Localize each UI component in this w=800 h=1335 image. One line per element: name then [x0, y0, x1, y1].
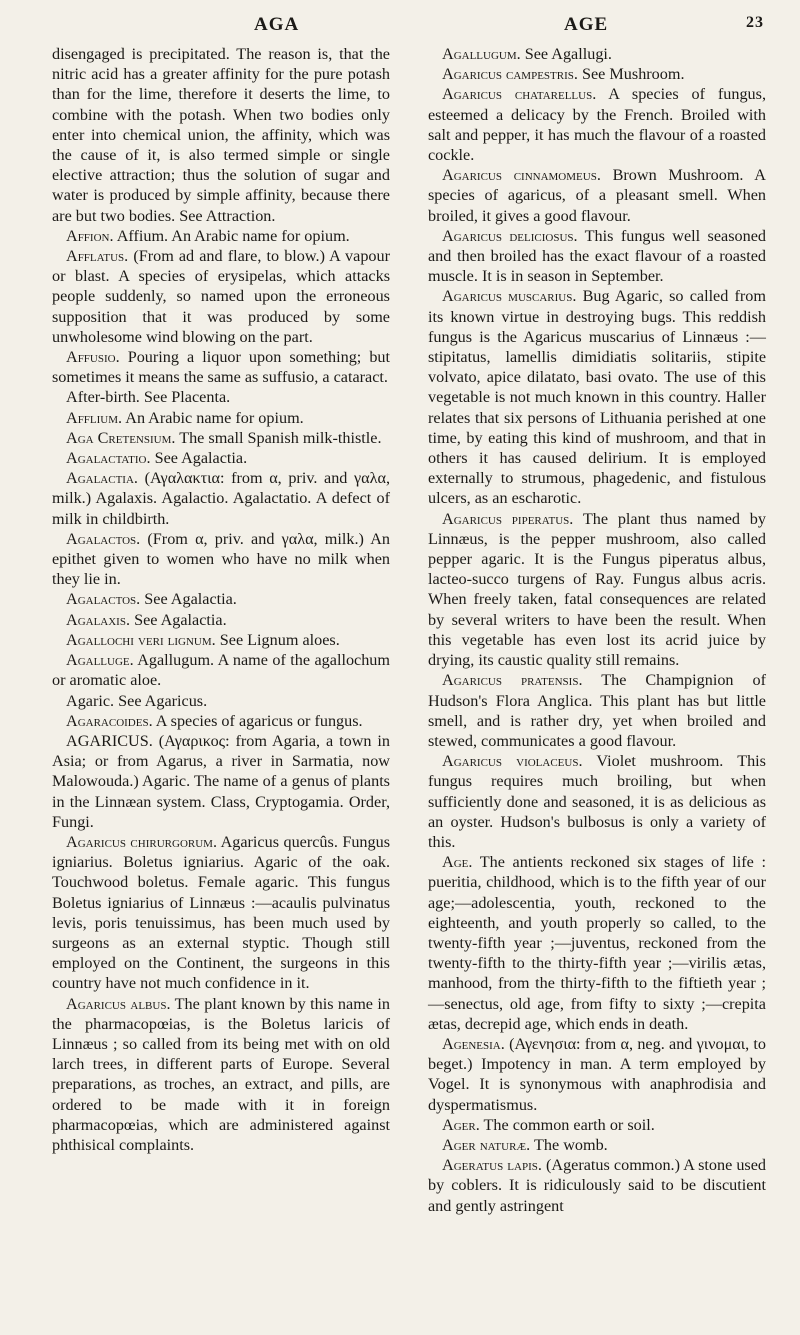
entry-headword: Agaracoides. — [66, 711, 153, 730]
dictionary-entry — [52, 589, 390, 609]
entry-text: The womb. — [534, 1135, 608, 1154]
entry-text: (Αγενησια: from α, neg. and γινομαι, to beget.) Impotency in man. A term employed by Vogel. It is synonymous with anaphrodisia and dyspermatismus. — [428, 1034, 766, 1114]
dictionary-entry — [52, 731, 390, 832]
header-right-word: AGE — [564, 14, 609, 35]
entry-headword: Affion. — [66, 226, 114, 245]
entry-text: See Agalactia. — [154, 449, 248, 468]
dictionary-entry — [52, 610, 390, 630]
dictionary-entry — [428, 1034, 766, 1115]
entry-headword: Agenesia. — [442, 1034, 505, 1053]
dictionary-entry — [428, 165, 766, 226]
dictionary-entry — [428, 64, 766, 84]
dictionary-entry — [428, 84, 766, 165]
entry-text: See Agallugi. — [524, 45, 612, 63]
entry-headword: Age. — [442, 853, 473, 872]
entry-headword: Agaricus albus. — [66, 994, 171, 1013]
entry-text: See Agalactia. — [134, 610, 227, 629]
dictionary-entry — [52, 448, 390, 468]
entry-text: A species of agaricus or fungus. — [155, 711, 363, 730]
entry-headword: Agalactos. — [66, 590, 141, 609]
dictionary-entry — [52, 994, 390, 1156]
right-column — [428, 44, 766, 1216]
dictionary-entry — [52, 44, 390, 226]
dictionary-entry — [52, 408, 390, 428]
entry-text: Pouring a liquor upon something; but sometimes it means the same as suffusio, a cataract. — [52, 348, 391, 387]
entry-headword: Agalaxis. — [66, 610, 131, 629]
entry-text: The plant known by this name in the pharmacopœias, is the Boletus laricis of Linnæus ; so called from its being met with on old larch trees, in different parts of Europe. Several preparations, as troches, an extract, and pills, are ordered to be made with it in foreign pharmacopœias, which are administered against phthisical complaints. — [52, 994, 390, 1154]
entry-text: After-birth. See Placenta. — [66, 388, 231, 407]
entry-headword: Agallochi veri lignum. — [66, 630, 216, 649]
entry-text: (Ageratus common.) A stone used by coblers. It is ridiculously said to be discutient and gently astringent — [428, 1156, 767, 1215]
dictionary-entry — [428, 286, 766, 508]
dictionary-entry — [52, 711, 390, 731]
entry-text: The Champignion of Hudson's Flora Anglica. This plant has but little smell, and is rather dry, yet when broiled and stewed, communicates a good flavour. — [428, 671, 767, 750]
entry-text: The antients reckoned six stages of life : pueritia, childhood, which is to the fifth year of our age;—adolescentia, youth, reckoned to the eighteenth, and youth properly so called, to the twenty-fifth year ;—juventus, reckoned from the twenty-fifth to the thirty-fifth year ;—virilis ætas, manhood, from the thirty-fifth to the fiftieth year ;—senectus, old age, from fifty to sixty ;—crepita ætas, decrepid age, which ends in death. — [428, 853, 766, 1033]
entry-text: (Αγαλακτια: from α, priv. and γαλα, milk.) Agalaxis. Agalactio. Agalactatio. A defect of milk in childbirth. — [52, 469, 391, 528]
entry-headword: Aga Cretensium. — [66, 428, 176, 447]
entry-text: The plant thus named by Linnæus, is the pepper mushroom, also called pepper agaric. It is the Fungus piperatus albus, lacteo-succo turgens of Ray. Fungus albus acris. When freely taken, fatal consequences are related by several writers to have been the result. When this vegetable has even lost its acrid juice by drying, its caustic quality still remains. — [428, 509, 766, 670]
dictionary-entry — [428, 751, 766, 852]
entry-text: Agaric. See Agaricus. — [66, 691, 208, 710]
dictionary-entry — [52, 650, 390, 690]
left-column — [52, 44, 390, 1155]
page-number: 23 — [746, 14, 764, 31]
entry-headword: Agaricus muscarius. — [442, 287, 577, 306]
dictionary-entry — [428, 1135, 766, 1155]
entry-headword: Agaricus cinnamomeus. — [442, 166, 601, 185]
entry-text: (Αγαρικος: from Agaria, a town in Asia; or from Agarus, a river in Sarmatia, now Malowouda.) Agaric. The name of a genus of plants in the Linnæan system. Class, Cryptogamia. Order, Fungi. — [52, 731, 391, 831]
entry-headword: Agalluge. — [66, 651, 134, 670]
entry-text: The common earth or soil. — [483, 1115, 655, 1134]
entry-text: (From α, priv. and γαλα, milk.) An epithet given to women who have no milk when they lie in. — [52, 529, 390, 589]
dictionary-entry — [52, 387, 390, 407]
entry-headword: Ager naturæ. — [442, 1135, 531, 1154]
entry-text: Agaricus quercûs. Fungus igniarius. Boletus igniarius. Agaric of the oak. Touchwood boletus. Female agaric. This fungus Boletus igniarius of Linnæus :—acaulis pulvinatus levis, poris tenuissimus, has been much used by surgeons as an external styptic. Though still employed on the Continent, the surgeons in this country have not much confidence in it. — [52, 832, 390, 993]
entry-headword: Afflatus. — [66, 247, 129, 266]
entry-text: Agallugum. A name of the agallochum or aromatic aloe. — [52, 651, 390, 690]
entry-text: Brown Mushroom. A species of agaricus, of a pleasant smell. When broiled, it gives a good flavour. — [428, 166, 766, 225]
running-header — [44, 14, 764, 40]
entry-headword: Ager. — [442, 1115, 480, 1134]
entry-headword: Agaricus deliciosus. — [442, 226, 578, 245]
dictionary-entry — [428, 1155, 766, 1216]
header-left-word: AGA — [254, 14, 300, 35]
dictionary-entry — [428, 1115, 766, 1135]
entry-text: disengaged is precipitated. The reason is, that the nitric acid has a greater affinity for the pure potash than for the lime, therefore it deserts the lime, to combine with the potash. When two bodies only enter into chemical union, the affinity, which was the cause of it, is also termed simple or single elective attraction; thus the solution of sugar and water is produced by simple affinity, because there are but two bodies. See Attraction. — [52, 45, 390, 225]
dictionary-entry — [428, 852, 766, 1034]
dictionary-entry — [52, 347, 390, 387]
entry-headword: Agaricus piperatus. — [442, 509, 574, 528]
entry-text: See Mushroom. — [581, 65, 685, 84]
entry-headword: Ageratus lapis. — [442, 1156, 542, 1175]
entry-text: A species of fungus, esteemed a delicacy by the French. Broiled with salt and pepper, it has much the flavour of a roasted cockle. — [428, 85, 766, 165]
entry-headword: Agaricus violaceus. — [442, 752, 583, 771]
dictionary-entry — [428, 670, 766, 751]
dictionary-entry — [52, 529, 390, 590]
entry-text: Bug Agaric, so called from its known virtue in destroying bugs. This reddish fungus is the Agaricus muscarius of Linnæus :—stipitatus, lamellis dimidiatis solitariis, stipite volvato, apice dilatato, basi ovato. The use of this vegetable is not much known in this country. Haller relates that six persons of Lithuania perished at one time, by eating this kind of mushroom, and that in others it has caused delirium. It is employed externally to strumous, phagedenic, and fistulous ulcers, as an escharotic. — [428, 287, 766, 508]
entry-text: See Lignum aloes. — [219, 630, 340, 649]
entry-text: Affium. An Arabic name for opium. — [116, 226, 350, 245]
entry-text: An Arabic name for opium. — [125, 408, 304, 427]
dictionary-entry — [52, 832, 390, 994]
dictionary-entry — [52, 468, 390, 529]
entry-headword: AGARICUS. — [66, 731, 153, 750]
entry-headword: Agalactatio. — [66, 449, 151, 468]
entry-headword: Agallugum. — [442, 45, 521, 63]
entry-headword: Afflium. — [66, 408, 123, 427]
dictionary-entry — [52, 630, 390, 650]
entry-headword: Agaricus chatarellus. — [442, 85, 597, 104]
dictionary-entry — [428, 509, 766, 671]
dictionary-entry — [52, 428, 390, 448]
entry-headword: Agaricus campestris. — [442, 65, 578, 84]
dictionary-entry — [52, 226, 390, 246]
entry-text: The small Spanish milk-thistle. — [179, 428, 382, 447]
dictionary-entry — [52, 246, 390, 347]
entry-text: This fungus well seasoned and then broiled has the exact flavour of a roasted muscle. It is in season in September. — [428, 226, 766, 286]
dictionary-entry — [52, 691, 390, 711]
entry-headword: Agalactia. — [66, 469, 138, 488]
entry-text: See Agalactia. — [144, 590, 237, 609]
entry-text: Violet mushroom. This fungus requires much broiling, but when sufficiently done and seasoned, it is as delicious as an oyster. Hudson's bulbosus is only a variety of this. — [428, 752, 766, 851]
entry-headword: Agaricus chirurgorum. — [66, 832, 217, 851]
entry-text: (From ad and flare, to blow.) A vapour or blast. A species of erysipelas, which attacks people suddenly, so named upon the erroneous supposition that it was produced by some unwholesome wind blowing on the part. — [52, 247, 391, 346]
dictionary-entry — [428, 226, 766, 287]
entry-headword: Affusio. — [66, 348, 120, 367]
entry-headword: Agalactos. — [66, 529, 141, 548]
entry-headword: Agaricus pratensis. — [442, 671, 583, 690]
dictionary-entry — [428, 44, 766, 64]
